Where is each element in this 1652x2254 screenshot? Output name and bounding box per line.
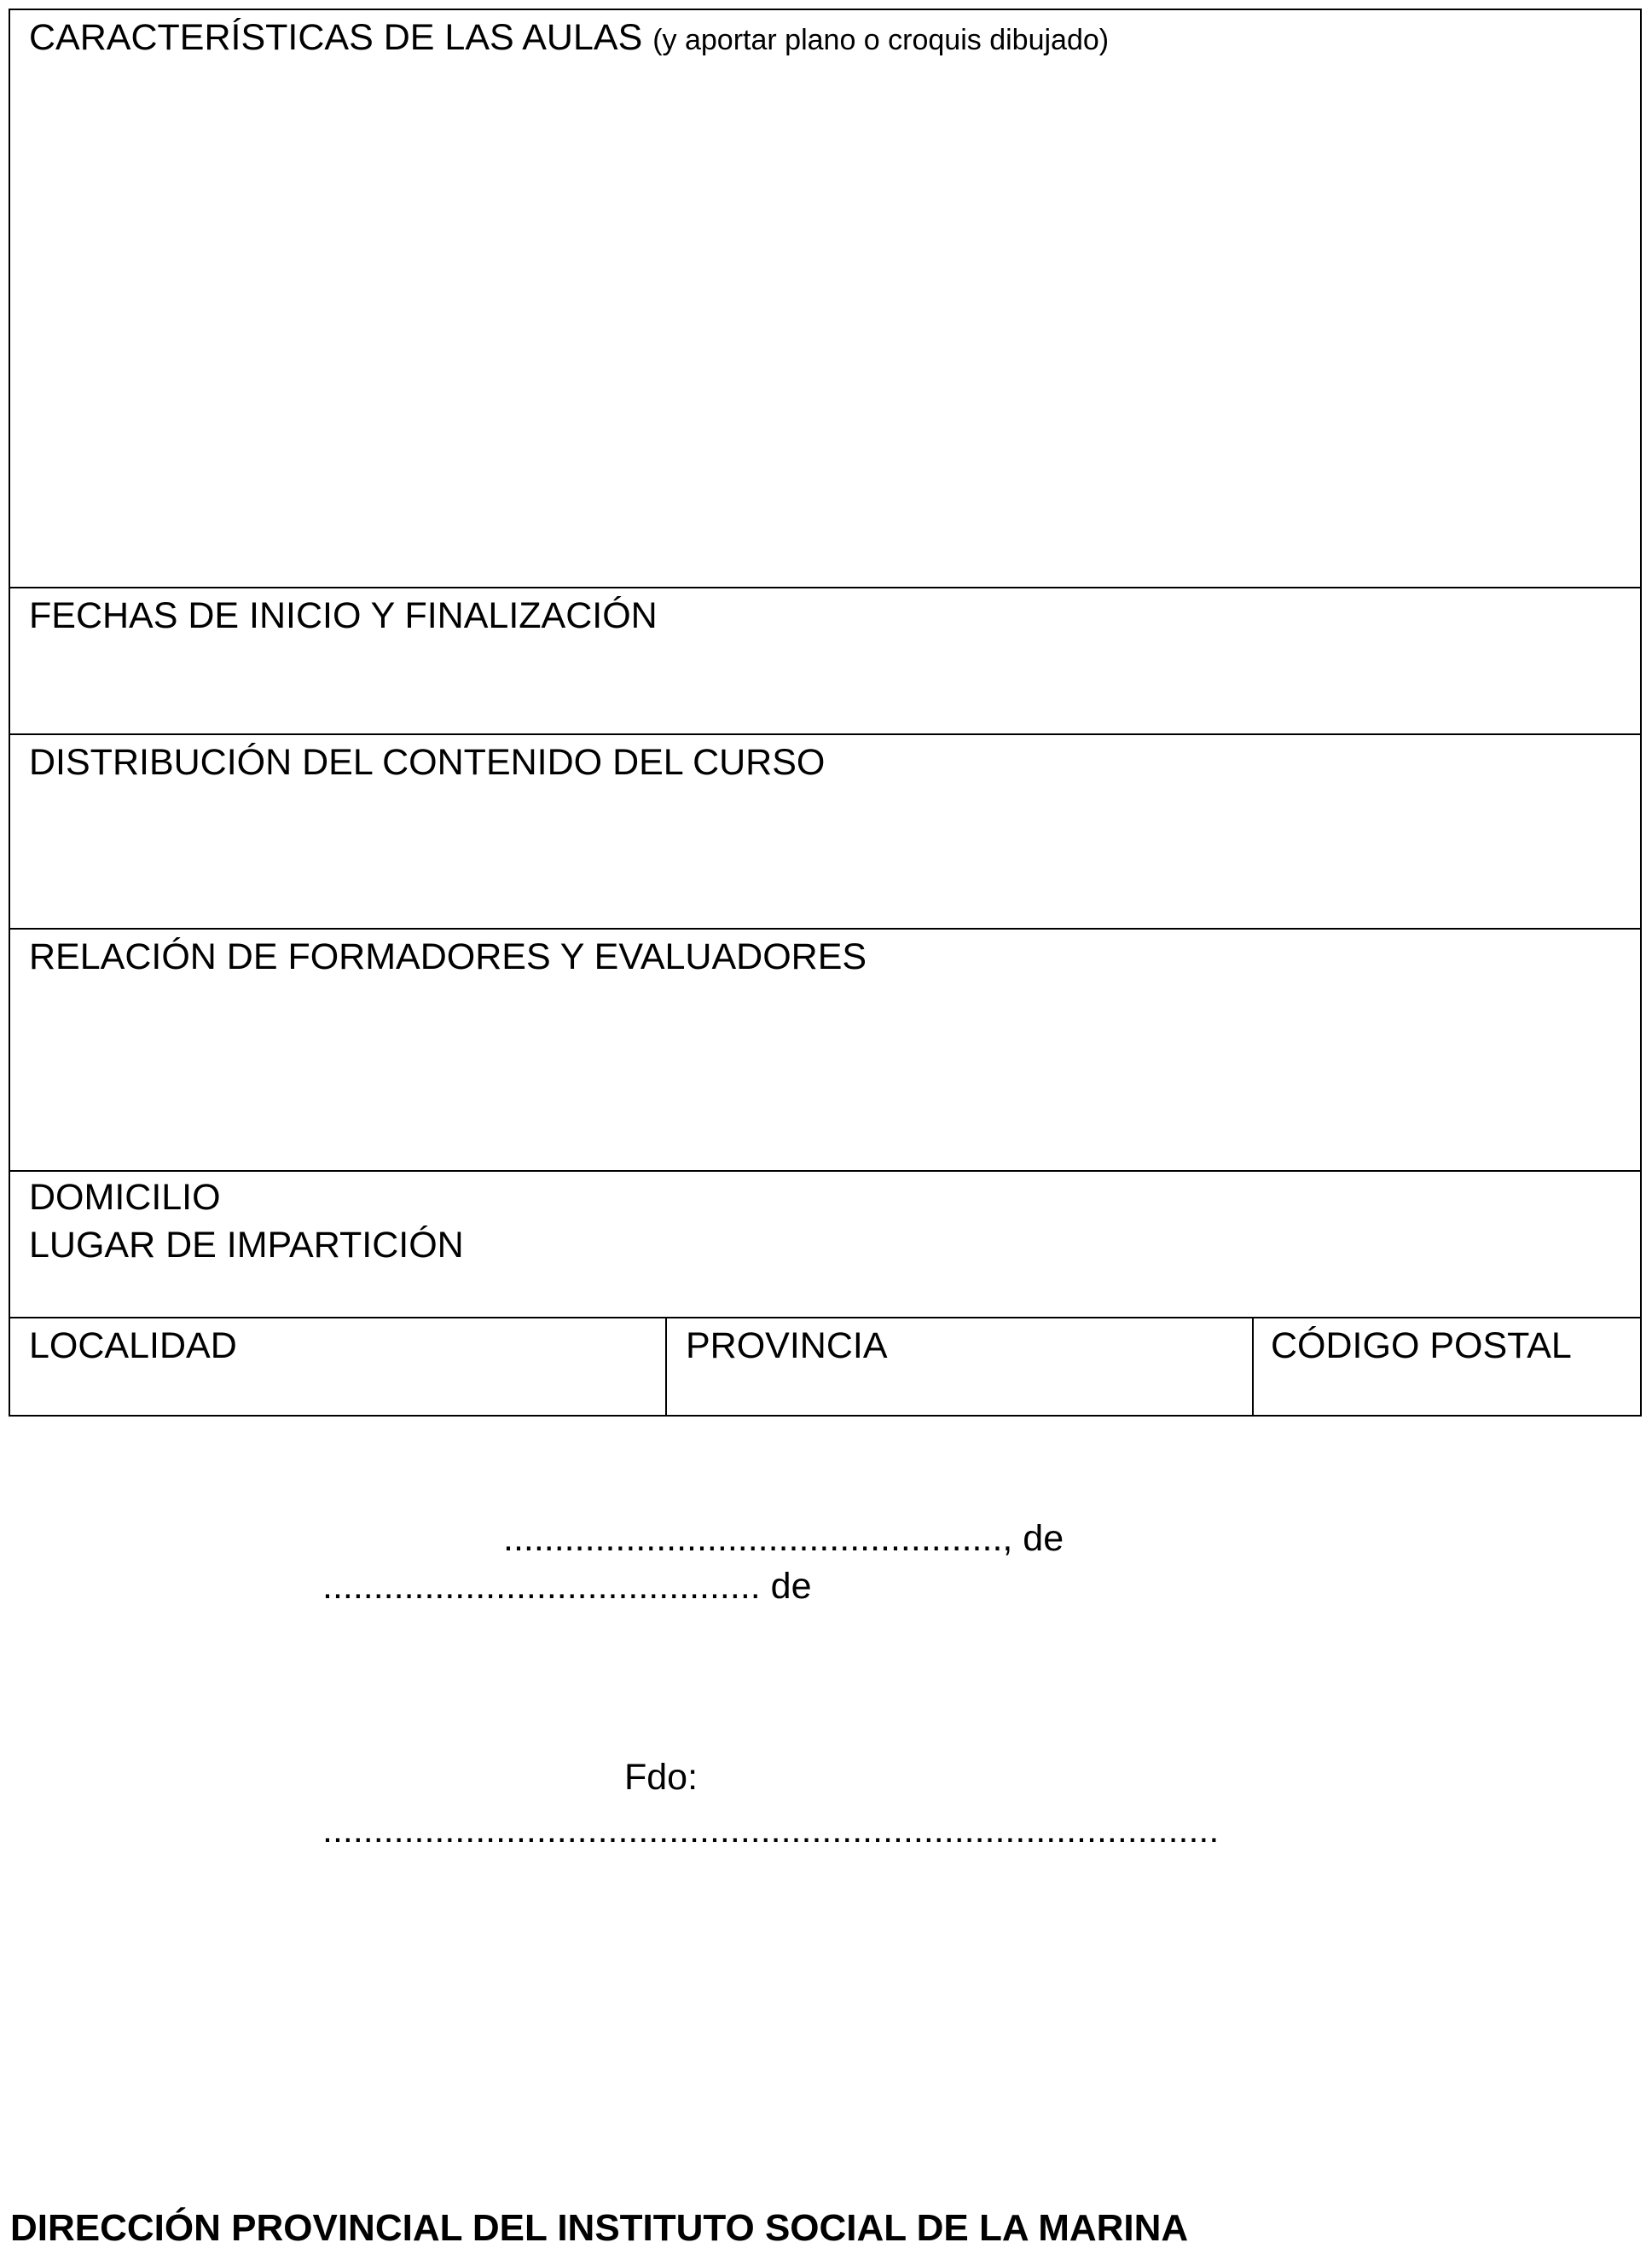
codigo-postal-field[interactable] bbox=[1254, 1318, 1640, 1415]
codigo-postal-label: CÓDIGO POSTAL bbox=[1271, 1325, 1572, 1366]
lugar-label: LUGAR DE IMPARTICIÓN bbox=[29, 1225, 464, 1266]
aulas-field[interactable] bbox=[10, 10, 1640, 588]
domicilio-label: DOMICILIO bbox=[29, 1177, 221, 1218]
fdo-label: Fdo: bbox=[624, 1757, 698, 1798]
aulas-label bbox=[10, 10, 1640, 64]
fechas-field[interactable] bbox=[10, 588, 1640, 735]
localidad-label: LOCALIDAD bbox=[29, 1325, 237, 1366]
footer-institution: DIRECCIÓN PROVINCIAL DEL INSTITUTO SOCIAL DE LA MARINA bbox=[10, 2207, 1189, 2249]
relacion-label: RELACIÓN DE FORMADORES Y EVALUADORES bbox=[29, 936, 867, 977]
aulas-note: (y aportar plano o croquis dibujado) bbox=[652, 24, 1110, 56]
address-row bbox=[10, 1318, 1640, 1415]
provincia-label: PROVINCIA bbox=[686, 1325, 888, 1366]
distribucion-field[interactable] bbox=[10, 735, 1640, 930]
aulas-label-text: CARACTERÍSTICAS DE LAS AULAS bbox=[29, 17, 643, 58]
distribucion-label: DISTRIBUCIÓN DEL CONTENIDO DEL CURSO bbox=[29, 742, 826, 783]
date-line-2: ........................................... de bbox=[322, 1566, 812, 1607]
date-line-1: ................................................., de bbox=[503, 1518, 1064, 1559]
provincia-field[interactable] bbox=[667, 1318, 1254, 1415]
fdo-line: ........................................................................................ bbox=[322, 1810, 1220, 1851]
domicilio-field[interactable] bbox=[10, 1172, 1640, 1318]
application-form-table bbox=[9, 9, 1642, 1417]
localidad-field[interactable] bbox=[10, 1318, 667, 1415]
fechas-label: FECHAS DE INICIO Y FINALIZACIÓN bbox=[29, 595, 658, 636]
relacion-field[interactable] bbox=[10, 930, 1640, 1172]
